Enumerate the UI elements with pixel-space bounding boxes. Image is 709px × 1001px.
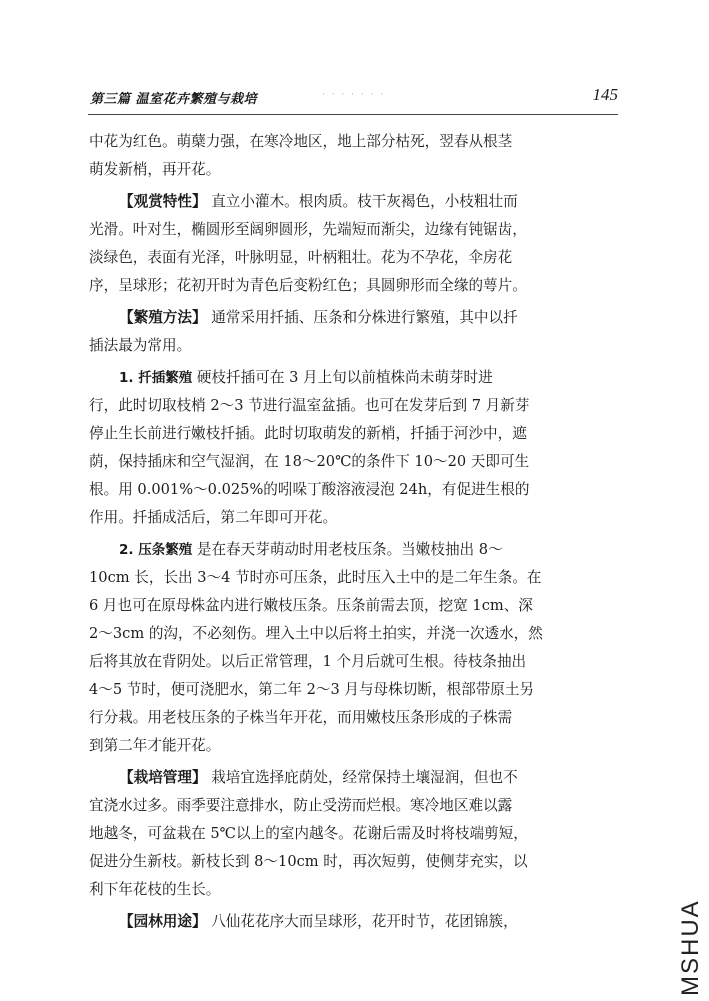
text-line: 插法最为常用。 <box>89 337 192 354</box>
section-label-ornamental: 【观赏特性】 <box>119 193 207 210</box>
paragraph-cutting <box>89 364 629 532</box>
text-line: 停止生长前进行嫩枝扦插。此时切取萌发的新梢，扦插于河沙中，遮 <box>89 425 527 442</box>
header-rule <box>88 114 618 115</box>
text-line: 行分栽。用老枝压条的子株当年开花，而用嫩枝压条形成的子株需 <box>89 709 513 726</box>
text-line: 地越冬，可盆栽在 5℃以上的室内越冬。花谢后需及时将枝端剪短， <box>89 825 528 842</box>
text-line: 10cm 长，长出 3～4 节时亦可压条，此时压入土中的是二年生条。在 <box>89 569 542 586</box>
text-line: 光滑。叶对生，椭圆形至阔卵圆形，先端短而渐尖，边缘有钝锯齿， <box>89 221 527 238</box>
text-line: 根。用 0.001%～0.025%的吲哚丁酸溶液浸泡 24h，有促进生根的 <box>89 481 530 498</box>
body-text <box>89 128 629 940</box>
text-line: 作用。扦插成活后，第二年即可开花。 <box>89 509 338 526</box>
chapter-title: 第三篇 温室花卉繁殖与栽培 <box>90 92 258 107</box>
text-line: 荫，保持插床和空气湿润，在 18～20℃的条件下 10～20 天即可生 <box>89 453 530 470</box>
text-line: 促进分生新枝。新枝长到 8～10cm 时，再次短剪，使侧芽充实，以 <box>89 853 528 870</box>
text-line: 萌发新梢，再开花。 <box>89 161 221 178</box>
paragraph-continuation <box>89 128 629 184</box>
text-line: 2～3cm 的沟，不必刻伤。埋入土中以后将土拍实，并浇一次透水，然 <box>89 625 543 642</box>
paragraph-landscape <box>89 908 629 936</box>
text-line: 栽培宜选择庇荫处，经常保持土壤湿润，但也不 <box>206 769 518 786</box>
page-number: 145 <box>592 85 618 104</box>
text-line: 序，呈球形；花初开时为青色后变粉红色；具圆卵形而全缘的萼片。 <box>89 277 527 294</box>
text-line: 中花为红色。萌蘖力强，在寒冷地区，地上部分枯死，翌春从根茎 <box>89 133 513 150</box>
section-label-landscape: 【园林用途】 <box>119 913 207 930</box>
text-line: 八仙花花序大而呈球形，花开时节，花团锦簇， <box>206 913 518 930</box>
paragraph-layering <box>89 536 629 760</box>
text-line: 直立小灌木。根肉质。枝干灰褐色，小枝粗壮而 <box>206 193 518 210</box>
text-line: 后将其放在背阴处。以后正常管理，1 个月后就可生根。待枝条抽出 <box>89 653 527 670</box>
running-header <box>90 85 618 110</box>
section-label-cultivation: 【栽培管理】 <box>119 769 207 786</box>
subsection-label-cutting: 1. 扦插繁殖 <box>119 370 193 386</box>
text-line: 到第二年才能开花。 <box>89 737 221 754</box>
section-label-propagation: 【繁殖方法】 <box>119 309 207 326</box>
text-line: 淡绿色，表面有光泽，叶脉明显，叶柄粗壮。花为不孕花，伞房花 <box>89 249 513 266</box>
text-line: 行，此时切取枝梢 2～3 节进行温室盆插。也可在发芽后到 7 月新芽 <box>89 397 530 414</box>
watermark: MSHUA <box>677 899 704 996</box>
paragraph-propagation <box>89 304 629 360</box>
text-line: 利下年花枝的生长。 <box>89 881 221 898</box>
text-line: 6 月也可在原母株盆内进行嫩枝压条。压条前需去顶，挖宽 1cm、深 <box>89 597 533 614</box>
text-line: 宜浇水过多。雨季要注意排水，防止受涝而烂根。寒冷地区难以露 <box>89 797 513 814</box>
text-line: 硬枝扦插可在 3 月上旬以前植株尚未萌芽时进 <box>192 369 493 386</box>
text-line: 是在春天芽萌动时用老枝压条。当嫩枝抽出 8～ <box>192 541 503 558</box>
paragraph-cultivation <box>89 764 629 904</box>
header-dots: · · · · · · · <box>322 90 386 100</box>
subsection-label-layering: 2. 压条繁殖 <box>119 542 193 558</box>
text-line: 4～5 节时，便可浇肥水，第二年 2～3 月与母株切断，根部带原土另 <box>89 681 535 698</box>
text-line: 通常采用扦插、压条和分株进行繁殖，其中以扦 <box>206 309 518 326</box>
paragraph-ornamental <box>89 188 629 300</box>
